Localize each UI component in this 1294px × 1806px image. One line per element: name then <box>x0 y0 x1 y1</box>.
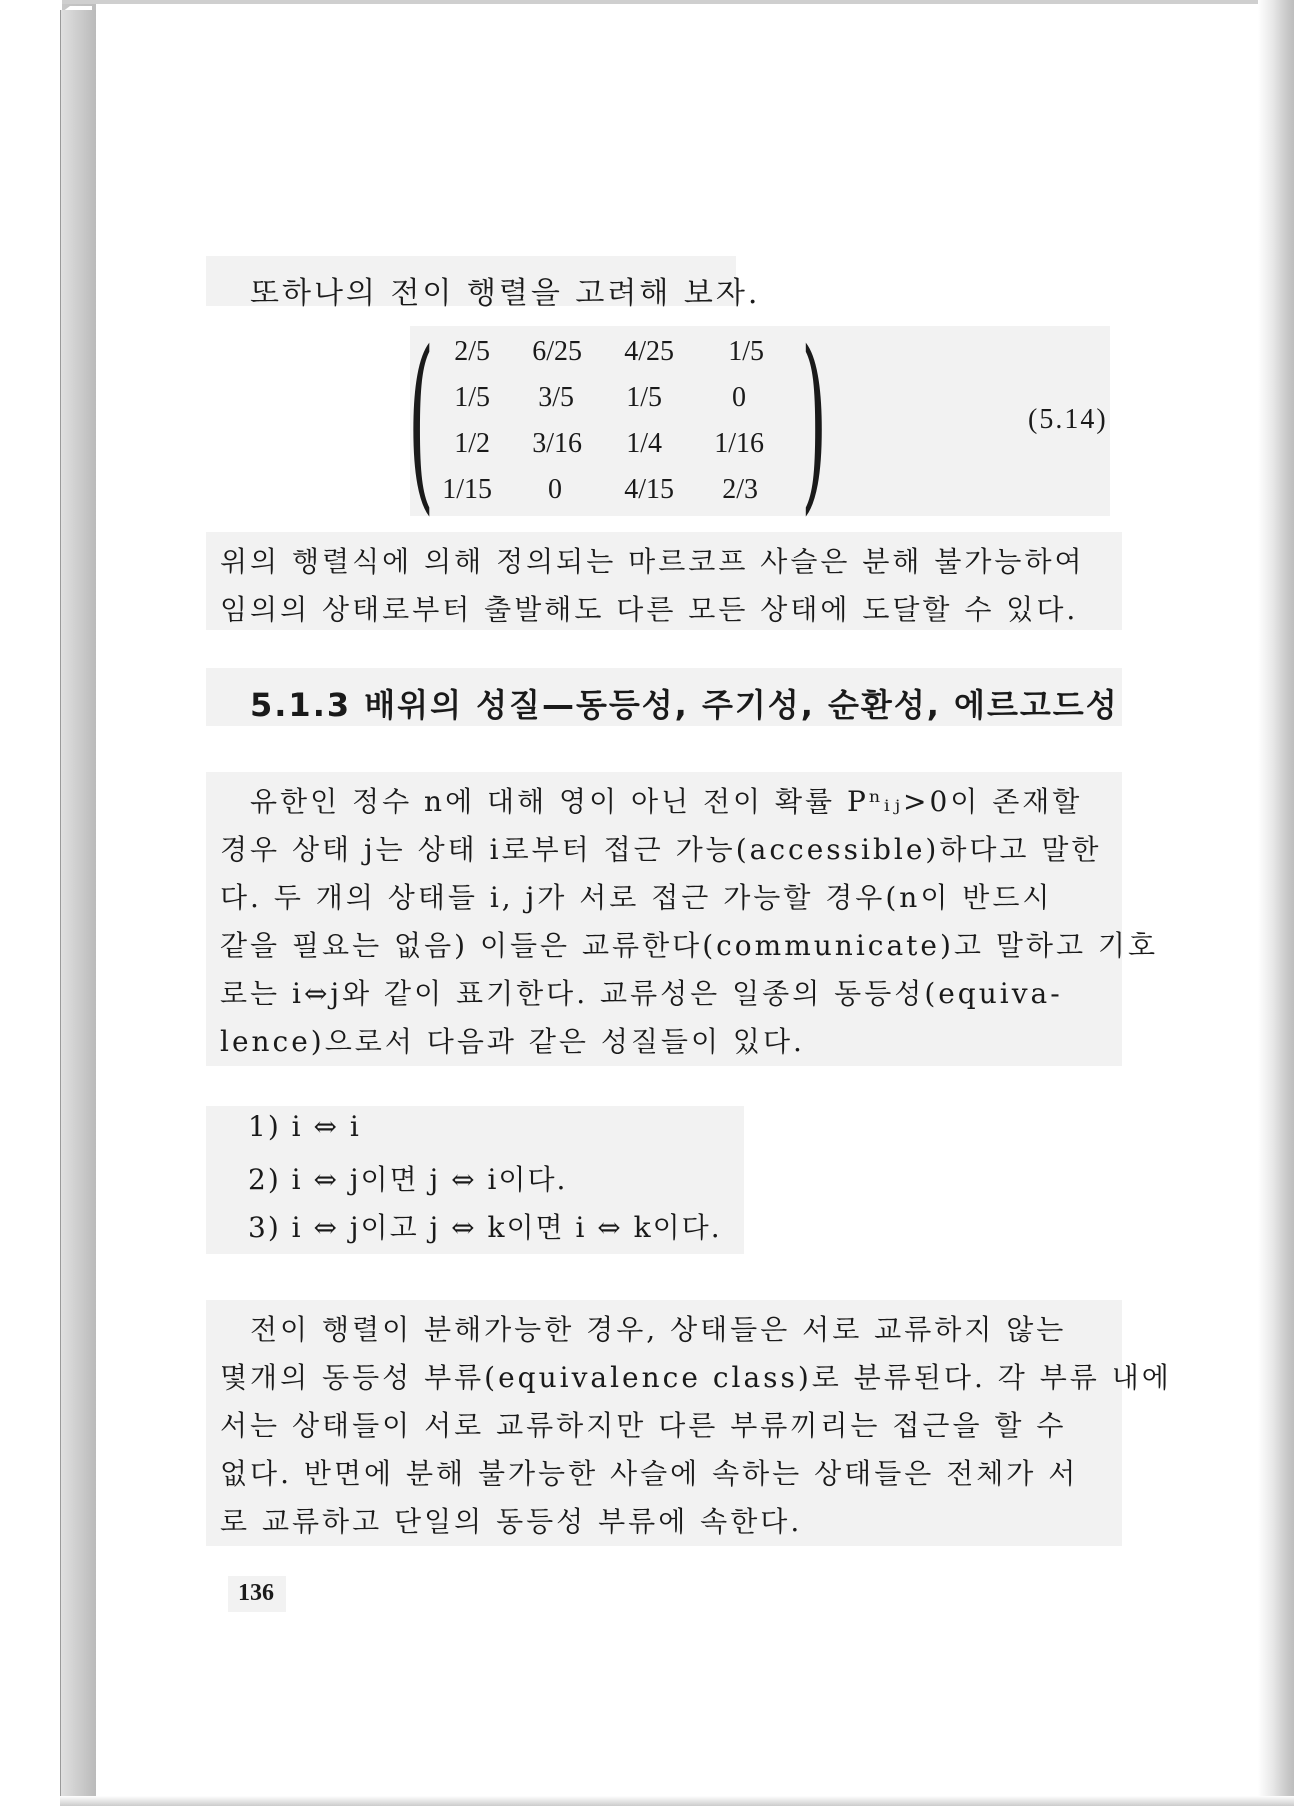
text-line: 몇개의 동등성 부류(equivalence class)로 분류된다. 각 부류 내에 <box>220 1361 1172 1394</box>
text-line: 로는 i⇔j와 같이 표기한다. 교류성은 일종의 동등성(equiva- <box>220 977 1063 1010</box>
section-heading: 5.1.3 배위의 성질—동등성, 주기성, 순환성, 에르고드성 <box>250 686 1119 724</box>
matrix-cell: 0 <box>548 474 562 505</box>
matrix-cell: 1/16 <box>714 428 764 459</box>
matrix-cell: 1/5 <box>454 382 490 413</box>
matrix-left-paren: ( <box>408 311 435 532</box>
text-line: 다. 두 개의 상태들 i, j가 서로 접근 가능할 경우(n이 반드시 <box>220 881 1053 914</box>
matrix-cell: 6/25 <box>532 336 582 367</box>
page-number: 136 <box>238 1580 274 1606</box>
matrix-cell: 0 <box>732 382 746 413</box>
matrix-cell: 3/5 <box>538 382 574 413</box>
book-right-edge <box>1258 0 1294 1806</box>
text-line: 경우 상태 j는 상태 i로부터 접근 가능(accessible)하다고 말한 <box>220 833 1102 866</box>
matrix-cell: 4/25 <box>624 336 674 367</box>
text-line: lence)으로서 다음과 같은 성질들이 있다. <box>220 1025 805 1058</box>
book-bottom-edge <box>60 1796 1294 1806</box>
matrix-cell: 1/15 <box>442 474 492 505</box>
text-line: 서는 상태들이 서로 교류하지만 다른 부류끼리는 접근을 할 수 <box>220 1409 1067 1442</box>
book-spine-shade <box>60 10 97 1796</box>
transition-matrix <box>408 311 827 532</box>
list-item: 3) i ⇔ j이고 j ⇔ k이면 i ⇔ k이다. <box>248 1211 722 1244</box>
matrix-cell: 3/16 <box>532 428 582 459</box>
matrix-cell: 1/4 <box>626 428 662 459</box>
list-item: 2) i ⇔ j이면 j ⇔ i이다. <box>248 1163 568 1196</box>
list-item: 1) i ⇔ i <box>248 1110 361 1143</box>
text-line: 없다. 반면에 분해 불가능한 사슬에 속하는 상태들은 전체가 서 <box>220 1457 1079 1490</box>
equation-number: (5.14) <box>1028 404 1108 435</box>
text-line: 임의의 상태로부터 출발해도 다른 모든 상태에 도달할 수 있다. <box>220 593 1079 626</box>
text-line: 같을 필요는 없음) 이들은 교류한다(communicate)고 말하고 기호 <box>220 929 1158 962</box>
intro-sentence: 또하나의 전이 행렬을 고려해 보자. <box>250 276 761 311</box>
matrix-right-paren: ) <box>800 311 827 532</box>
matrix-cell: 1/5 <box>626 382 662 413</box>
text-line: 위의 행렬식에 의해 정의되는 마르코프 사슬은 분해 불가능하여 <box>220 545 1085 578</box>
matrix-cell: 4/15 <box>624 474 674 505</box>
text-line: 로 교류하고 단일의 동등성 부류에 속한다. <box>220 1505 803 1538</box>
text-line: 유한인 정수 n에 대해 영이 아닌 전이 확률 Pⁿᵢⱼ>0이 존재할 <box>250 785 1083 818</box>
matrix-cell: 2/5 <box>454 336 490 367</box>
matrix-cell: 1/5 <box>728 336 764 367</box>
matrix-cell: 1/2 <box>454 428 490 459</box>
matrix-cell: 2/3 <box>722 474 758 505</box>
text-line: 전이 행렬이 분해가능한 경우, 상태들은 서로 교류하지 않는 <box>250 1313 1067 1346</box>
